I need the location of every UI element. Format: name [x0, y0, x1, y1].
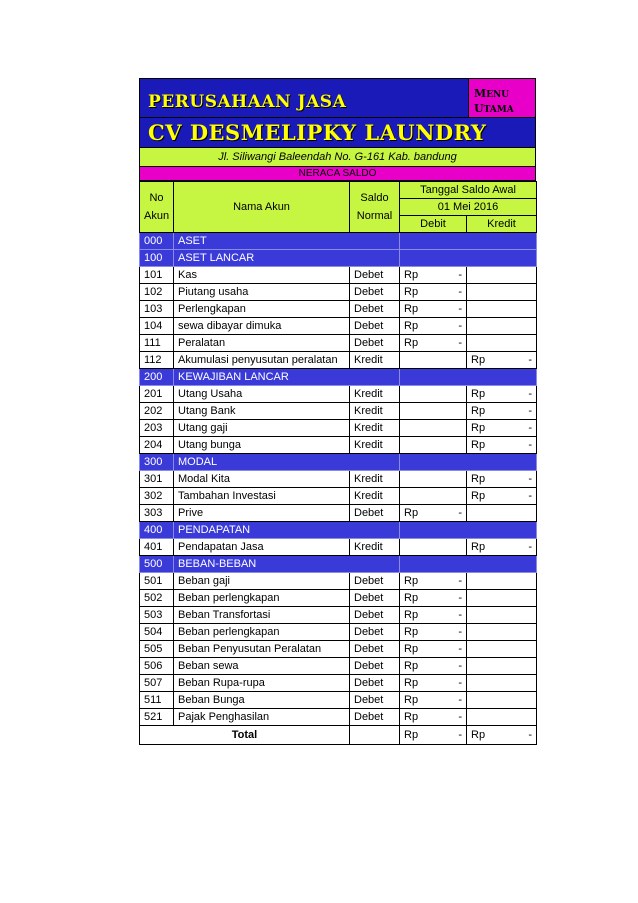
debit-cell	[400, 488, 467, 505]
account-name: Utang bunga	[174, 437, 350, 454]
account-number: 201	[140, 386, 174, 403]
debit-cell	[400, 471, 467, 488]
account-number: 204	[140, 437, 174, 454]
amount-value: -	[528, 422, 533, 434]
debit-cell	[400, 658, 467, 675]
debit-cell	[400, 420, 467, 437]
currency-label: Rp	[404, 575, 419, 587]
debit-cell	[400, 284, 467, 301]
account-row	[140, 335, 537, 352]
currency-label: Rp	[404, 507, 419, 519]
kredit-cell	[467, 284, 537, 301]
account-name: Beban Bunga	[174, 692, 350, 709]
amount-value: -	[458, 303, 462, 315]
account-number: 503	[140, 607, 174, 624]
account-number: 302	[140, 488, 174, 505]
account-row	[140, 709, 537, 726]
account-number: 521	[140, 709, 174, 726]
report-title: NERACA SALDO	[139, 167, 536, 181]
account-row	[140, 505, 537, 522]
section-name: ASET	[174, 233, 400, 250]
account-number: 501	[140, 573, 174, 590]
section-name: KEWAJIBAN LANCAR	[174, 369, 400, 386]
company-type: PERUSAHAAN JASA	[148, 92, 347, 112]
account-row	[140, 675, 537, 692]
account-number: 100	[140, 250, 174, 267]
saldo-normal: Kredit	[350, 539, 400, 556]
address: Jl. Siliwangi Baleendah No. G-161 Kab. bandung	[139, 148, 536, 167]
section-blank	[400, 454, 537, 471]
amount-value: -	[528, 354, 533, 366]
account-name: Piutang usaha	[174, 284, 350, 301]
saldo-normal: Debet	[350, 607, 400, 624]
kredit-cell	[467, 709, 537, 726]
col-saldo-label: Saldo	[360, 192, 389, 204]
menu-utama-button[interactable]	[468, 79, 535, 117]
debit-cell	[400, 539, 467, 556]
account-row	[140, 284, 537, 301]
saldo-normal: Debet	[350, 505, 400, 522]
account-row	[140, 403, 537, 420]
debit-cell	[400, 318, 467, 335]
header-row	[140, 182, 537, 199]
account-name: Pajak Penghasilan	[174, 709, 350, 726]
kredit-cell	[467, 641, 537, 658]
account-number: 400	[140, 522, 174, 539]
amount-value: -	[458, 643, 462, 655]
section-blank	[400, 522, 537, 539]
amount-value: -	[458, 609, 462, 621]
saldo-normal: Debet	[350, 573, 400, 590]
account-row	[140, 539, 537, 556]
total-row	[140, 726, 537, 745]
currency-label: Rp	[471, 405, 486, 417]
account-name: Pendapatan Jasa	[174, 539, 350, 556]
col-kredit: Kredit	[467, 216, 537, 233]
debit-cell	[400, 573, 467, 590]
amount-value: -	[528, 541, 533, 553]
account-row	[140, 301, 537, 318]
saldo-normal: Debet	[350, 675, 400, 692]
total-blank	[350, 726, 400, 745]
account-name: Beban Transfortasi	[174, 607, 350, 624]
account-name: Beban perlengkapan	[174, 590, 350, 607]
amount-value: -	[458, 507, 462, 519]
account-name: Beban perlengkapan	[174, 624, 350, 641]
kredit-cell	[467, 692, 537, 709]
account-number: 500	[140, 556, 174, 573]
debit-cell	[400, 590, 467, 607]
saldo-normal: Debet	[350, 641, 400, 658]
kredit-cell	[467, 352, 537, 369]
currency-label: Rp	[471, 388, 486, 400]
amount-value: -	[458, 694, 462, 706]
debit-cell	[400, 403, 467, 420]
account-name: Beban Penyusutan Peralatan	[174, 641, 350, 658]
amount-value: -	[458, 592, 462, 604]
section-name: PENDAPATAN	[174, 522, 400, 539]
section-blank	[400, 556, 537, 573]
kredit-cell	[467, 607, 537, 624]
currency-label: Rp	[471, 439, 486, 451]
account-number: 505	[140, 641, 174, 658]
account-number: 502	[140, 590, 174, 607]
col-no-label: No	[149, 192, 164, 204]
account-name: Beban gaji	[174, 573, 350, 590]
kredit-cell	[467, 488, 537, 505]
saldo-normal: Kredit	[350, 386, 400, 403]
saldo-normal: Kredit	[350, 352, 400, 369]
balance-sheet	[139, 78, 536, 745]
col-nama-akun: Nama Akun	[174, 182, 350, 233]
kredit-cell	[467, 318, 537, 335]
col-saldo-normal	[350, 182, 400, 233]
kredit-cell	[467, 267, 537, 284]
account-row	[140, 624, 537, 641]
account-row	[140, 590, 537, 607]
account-number: 303	[140, 505, 174, 522]
account-number: 102	[140, 284, 174, 301]
debit-cell	[400, 607, 467, 624]
currency-label: Rp	[471, 354, 486, 366]
debit-cell	[400, 335, 467, 352]
section-row	[140, 369, 537, 386]
kredit-cell	[467, 386, 537, 403]
saldo-normal: Debet	[350, 658, 400, 675]
menu-label: MENU	[474, 87, 510, 100]
account-name: Prive	[174, 505, 350, 522]
account-row	[140, 488, 537, 505]
saldo-normal: Debet	[350, 590, 400, 607]
debit-cell	[400, 709, 467, 726]
saldo-normal: Debet	[350, 335, 400, 352]
currency-label: Rp	[404, 626, 419, 638]
kredit-cell	[467, 437, 537, 454]
trial-balance-table	[139, 181, 537, 745]
saldo-normal: Debet	[350, 709, 400, 726]
saldo-normal: Kredit	[350, 488, 400, 505]
saldo-normal: Kredit	[350, 471, 400, 488]
debit-cell	[400, 641, 467, 658]
col-debit: Debit	[400, 216, 467, 233]
account-row	[140, 658, 537, 675]
currency-label: Rp	[471, 729, 486, 741]
currency-label: Rp	[404, 660, 419, 672]
account-name: Kas	[174, 267, 350, 284]
account-name: Utang gaji	[174, 420, 350, 437]
currency-label: Rp	[471, 541, 486, 553]
amount-value: -	[458, 626, 462, 638]
account-number: 507	[140, 675, 174, 692]
col-no-akun	[140, 182, 174, 233]
account-number: 202	[140, 403, 174, 420]
kredit-cell	[467, 658, 537, 675]
currency-label: Rp	[404, 609, 419, 621]
account-number: 112	[140, 352, 174, 369]
currency-label: Rp	[404, 643, 419, 655]
debit-cell	[400, 301, 467, 318]
section-blank	[400, 250, 537, 267]
account-name: Tambahan Investasi	[174, 488, 350, 505]
account-row	[140, 318, 537, 335]
total-debit	[400, 726, 467, 745]
amount-value: -	[528, 473, 533, 485]
debit-cell	[400, 624, 467, 641]
kredit-cell	[467, 420, 537, 437]
account-number: 200	[140, 369, 174, 386]
amount-value: -	[458, 337, 462, 349]
account-number: 300	[140, 454, 174, 471]
amount-value: -	[458, 729, 462, 741]
kredit-cell	[467, 301, 537, 318]
account-name: Beban Rupa-rupa	[174, 675, 350, 692]
account-number: 203	[140, 420, 174, 437]
account-row	[140, 573, 537, 590]
amount-value: -	[458, 575, 462, 587]
saldo-normal: Debet	[350, 692, 400, 709]
currency-label: Rp	[404, 677, 419, 689]
kredit-cell	[467, 624, 537, 641]
account-row	[140, 352, 537, 369]
amount-value: -	[458, 269, 462, 281]
currency-label: Rp	[404, 269, 419, 281]
account-row	[140, 692, 537, 709]
kredit-cell	[467, 505, 537, 522]
currency-label: Rp	[404, 592, 419, 604]
amount-value: -	[528, 729, 533, 741]
kredit-cell	[467, 471, 537, 488]
saldo-normal: Debet	[350, 284, 400, 301]
total-label: Total	[140, 726, 350, 745]
amount-value: -	[528, 388, 533, 400]
section-row	[140, 522, 537, 539]
currency-label: Rp	[404, 694, 419, 706]
section-name: BEBAN-BEBAN	[174, 556, 400, 573]
saldo-normal: Kredit	[350, 403, 400, 420]
col-akun-label: Akun	[144, 210, 170, 222]
amount-value: -	[458, 660, 462, 672]
debit-cell	[400, 386, 467, 403]
debit-cell	[400, 505, 467, 522]
title-bar	[139, 78, 536, 118]
amount-value: -	[458, 711, 462, 723]
saldo-normal: Debet	[350, 624, 400, 641]
section-name: MODAL	[174, 454, 400, 471]
account-row	[140, 420, 537, 437]
account-row	[140, 267, 537, 284]
account-row	[140, 641, 537, 658]
currency-label: Rp	[404, 320, 419, 332]
amount-value: -	[458, 320, 462, 332]
kredit-cell	[467, 590, 537, 607]
account-number: 511	[140, 692, 174, 709]
currency-label: Rp	[404, 286, 419, 298]
section-row	[140, 556, 537, 573]
debit-cell	[400, 352, 467, 369]
saldo-normal: Kredit	[350, 420, 400, 437]
account-number: 506	[140, 658, 174, 675]
section-blank	[400, 369, 537, 386]
account-row	[140, 386, 537, 403]
account-number: 111	[140, 335, 174, 352]
amount-value: -	[528, 405, 533, 417]
currency-label: Rp	[404, 303, 419, 315]
amount-value: -	[528, 490, 533, 502]
section-blank	[400, 233, 537, 250]
kredit-cell	[467, 403, 537, 420]
account-name: Utang Bank	[174, 403, 350, 420]
kredit-cell	[467, 675, 537, 692]
section-row	[140, 454, 537, 471]
section-name: ASET LANCAR	[174, 250, 400, 267]
kredit-cell	[467, 573, 537, 590]
currency-label: Rp	[404, 711, 419, 723]
col-normal-label: Normal	[356, 210, 393, 222]
saldo-normal: Kredit	[350, 437, 400, 454]
account-number: 401	[140, 539, 174, 556]
currency-label: Rp	[404, 729, 419, 741]
debit-cell	[400, 437, 467, 454]
account-number: 301	[140, 471, 174, 488]
saldo-normal: Debet	[350, 267, 400, 284]
total-kredit	[467, 726, 537, 745]
amount-value: -	[528, 439, 533, 451]
kredit-cell	[467, 335, 537, 352]
account-name: Akumulasi penyusutan peralatan	[174, 352, 350, 369]
currency-label: Rp	[471, 473, 486, 485]
currency-label: Rp	[404, 337, 419, 349]
account-row	[140, 437, 537, 454]
account-number: 101	[140, 267, 174, 284]
debit-cell	[400, 267, 467, 284]
account-number: 103	[140, 301, 174, 318]
debit-cell	[400, 675, 467, 692]
currency-label: Rp	[471, 422, 486, 434]
col-tanggal: Tanggal Saldo Awal	[400, 182, 537, 199]
business-name: CV DESMELIPKY LAUNDRY	[148, 120, 487, 145]
saldo-normal: Debet	[350, 301, 400, 318]
account-name: sewa dibayar dimuka	[174, 318, 350, 335]
currency-label: Rp	[471, 490, 486, 502]
amount-value: -	[458, 286, 462, 298]
account-name: Beban sewa	[174, 658, 350, 675]
menu-sub-label: UTAMA	[474, 102, 514, 115]
account-name: Peralatan	[174, 335, 350, 352]
business-name-bar	[139, 118, 536, 148]
account-number: 504	[140, 624, 174, 641]
account-name: Modal Kita	[174, 471, 350, 488]
saldo-normal: Debet	[350, 318, 400, 335]
account-row	[140, 607, 537, 624]
account-row	[140, 471, 537, 488]
account-name: Perlengkapan	[174, 301, 350, 318]
col-date: 01 Mei 2016	[400, 199, 537, 216]
section-row	[140, 233, 537, 250]
amount-value: -	[458, 677, 462, 689]
debit-cell	[400, 692, 467, 709]
account-number: 104	[140, 318, 174, 335]
account-name: Utang Usaha	[174, 386, 350, 403]
account-number: 000	[140, 233, 174, 250]
section-row	[140, 250, 537, 267]
kredit-cell	[467, 539, 537, 556]
